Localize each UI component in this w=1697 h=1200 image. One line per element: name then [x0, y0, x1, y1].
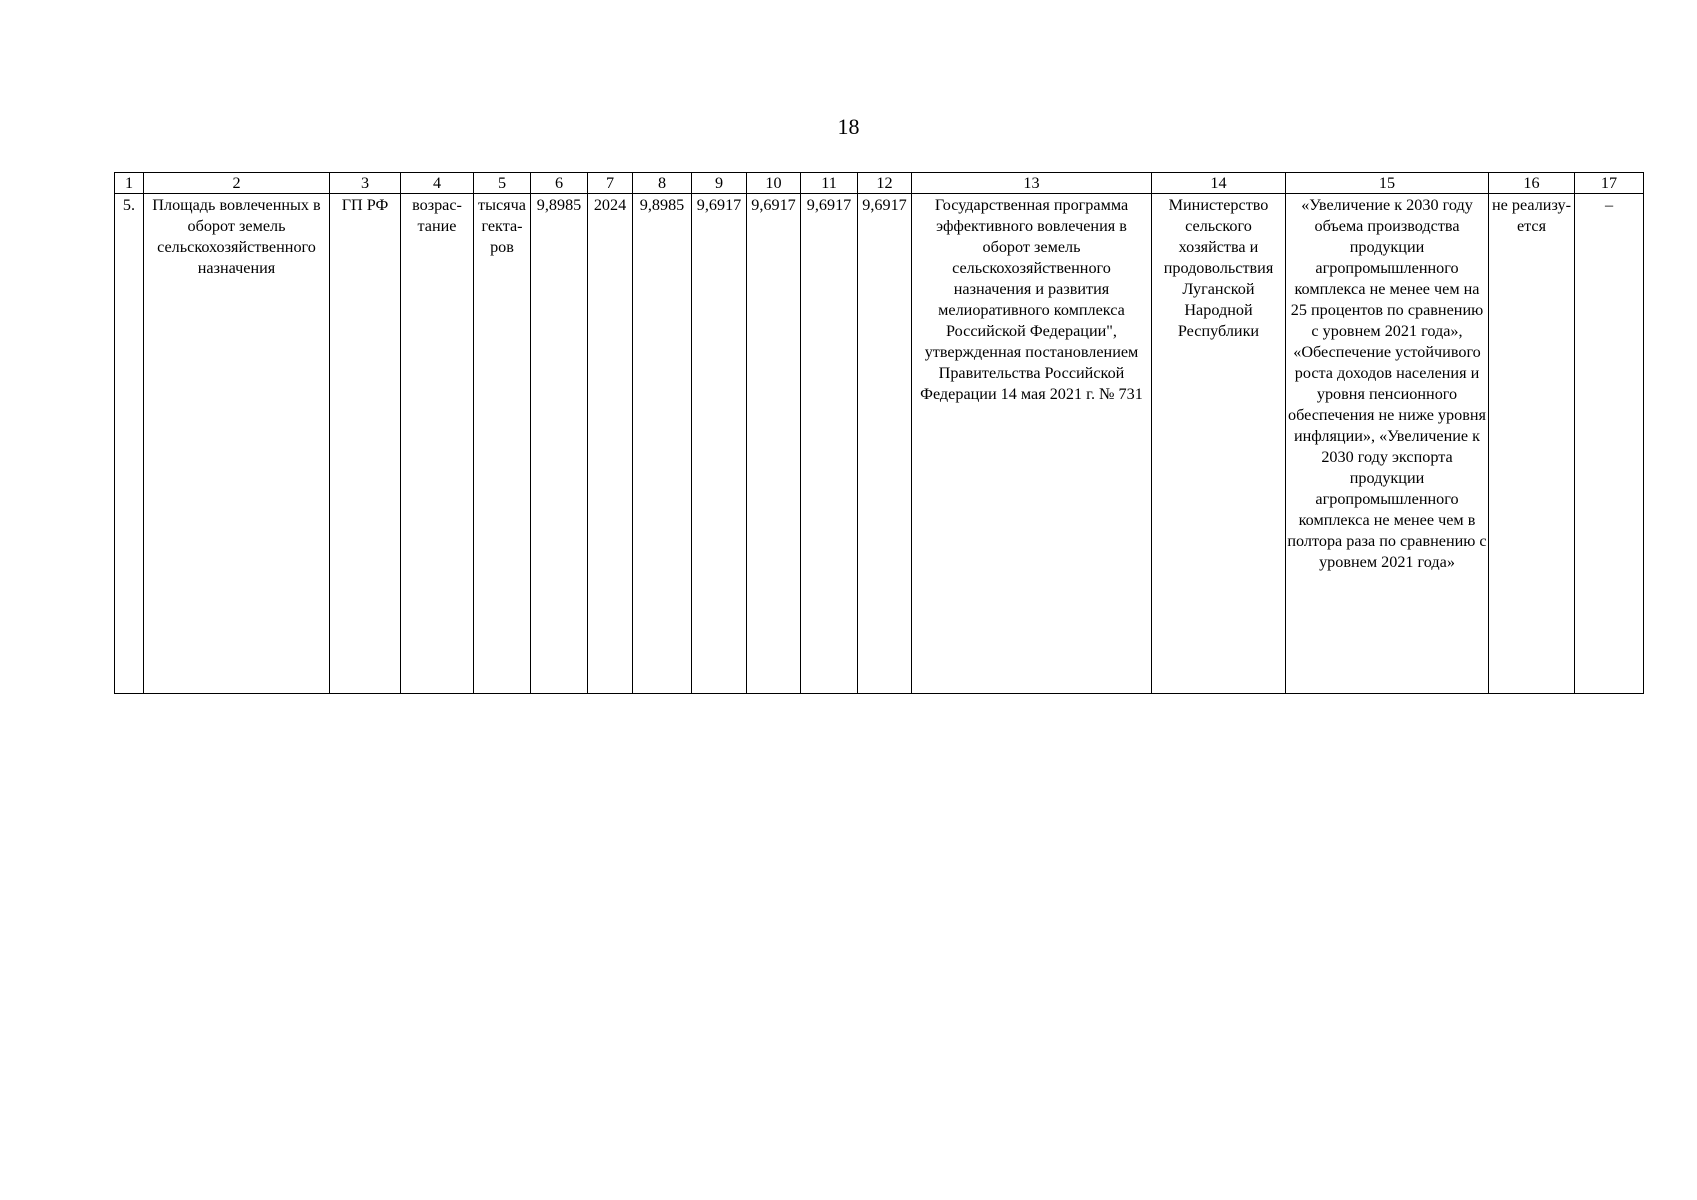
note-cell: –: [1575, 194, 1644, 694]
value-cell: 9,6917: [858, 194, 912, 694]
indicator-trend-cell: возрас-тание: [401, 194, 474, 694]
value-cell: 9,8985: [531, 194, 588, 694]
column-number: 4: [401, 173, 474, 194]
indicators-table: [114, 172, 1644, 694]
column-number: 6: [531, 173, 588, 194]
program-document-cell: Государственная программа эффективного вовлечения в оборот земель сельскохозяйственного назначения и развития мелиоративного комплекса Российской Федерации", утвержденная постановлением Правительства Российской Федерации 14 мая 2021 г. № 731: [912, 194, 1152, 694]
column-number: 7: [588, 173, 633, 194]
row-number-cell: 5.: [115, 194, 144, 694]
column-number: 11: [801, 173, 858, 194]
column-number: 8: [633, 173, 692, 194]
status-cell: не реализу-ется: [1489, 194, 1575, 694]
column-number: 16: [1489, 173, 1575, 194]
value-cell: 9,6917: [801, 194, 858, 694]
column-number: 14: [1152, 173, 1286, 194]
column-number: 9: [692, 173, 747, 194]
national-goals-cell: «Увеличение к 2030 году объема производства продукции агропромышленного комплекса не менее чем на 25 процентов по сравнению с уровнем 2021 года», «Обеспечение устойчивого роста доходов населения и уровня пенсионного обеспечения не ниже уровня инфляции», «Увеличение к 2030 году экспорта продукции агропромышленного комплекса не менее чем в полтора раза по сравнению с уровнем 2021 года»: [1286, 194, 1489, 694]
column-number-row: [115, 173, 1644, 194]
value-cell: 9,6917: [692, 194, 747, 694]
column-number: 15: [1286, 173, 1489, 194]
year-cell: 2024: [588, 194, 633, 694]
indicator-name-cell: Площадь вовлеченных в оборот земель сельскохозяйственного назначения: [144, 194, 330, 694]
table-row: [115, 194, 1644, 694]
column-number: 10: [747, 173, 801, 194]
unit-cell: тысяча гекта-ров: [474, 194, 531, 694]
column-number: 2: [144, 173, 330, 194]
page-number: 18: [837, 114, 860, 139]
value-cell: 9,6917: [747, 194, 801, 694]
column-number: 5: [474, 173, 531, 194]
column-number: 17: [1575, 173, 1644, 194]
column-number: 3: [330, 173, 401, 194]
responsible-body-cell: Министерство сельского хозяйства и продовольствия Луганской Народной Республики: [1152, 194, 1286, 694]
column-number: 13: [912, 173, 1152, 194]
column-number: 12: [858, 173, 912, 194]
indicator-level-cell: ГП РФ: [330, 194, 401, 694]
value-cell: 9,8985: [633, 194, 692, 694]
column-number: 1: [115, 173, 144, 194]
